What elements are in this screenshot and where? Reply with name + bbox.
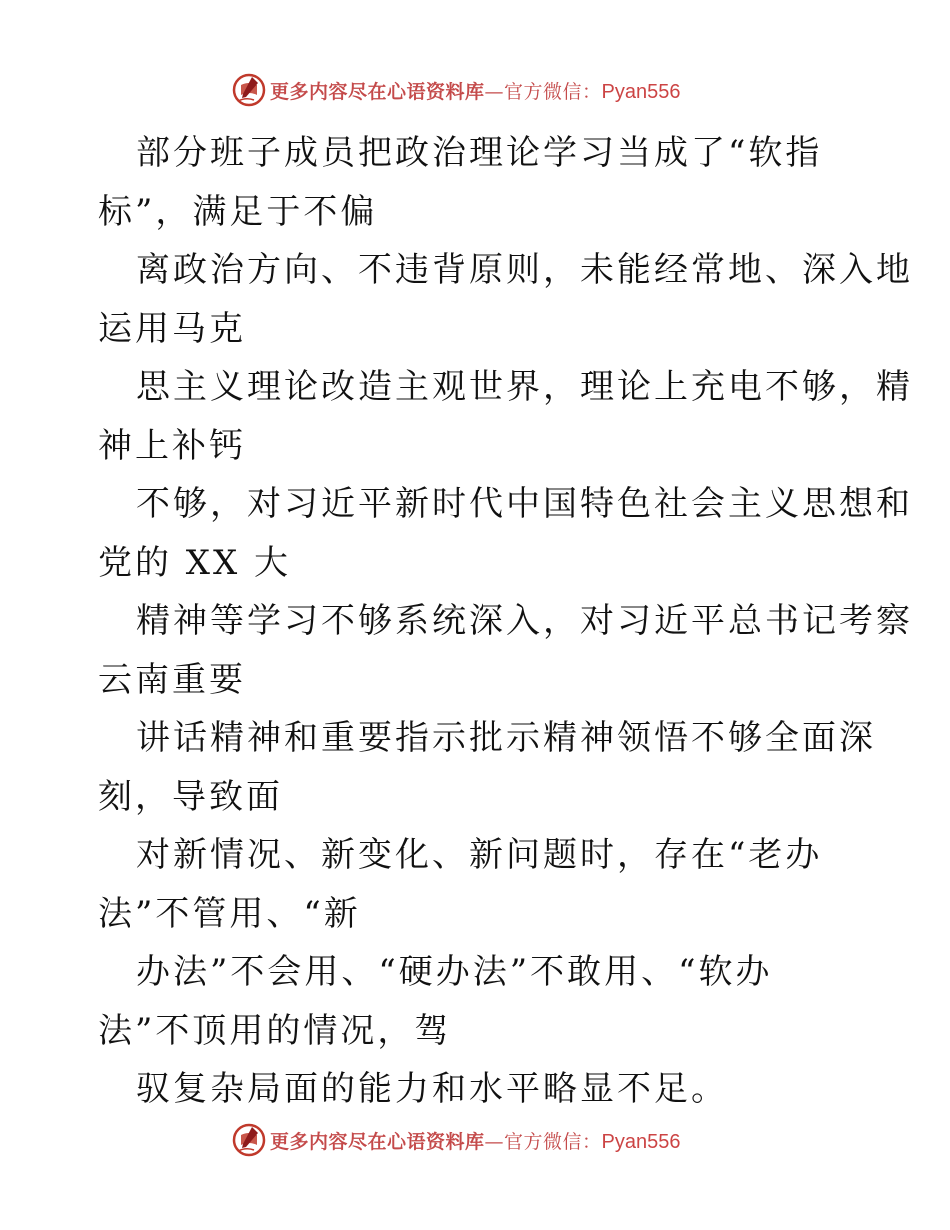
footer-banner bbox=[232, 1120, 681, 1160]
banner-wechat-id: Pyan556 bbox=[601, 80, 681, 103]
paragraph-line: 离政治方向、不违背原则，未能经常地、深入地 bbox=[136, 250, 913, 290]
paragraph-line: 法”不顶用的情况，驾 bbox=[98, 1010, 452, 1051]
banner-wechat-id: Pyan556 bbox=[601, 1130, 681, 1153]
paragraph-line: 思主义理论改造主观世界，理论上充电不够，精 bbox=[136, 367, 913, 407]
banner-dash: — bbox=[484, 1130, 505, 1153]
header-banner bbox=[232, 70, 681, 110]
banner-title: 更多内容尽在心语资料库 bbox=[270, 1130, 485, 1153]
book-pen-logo-icon bbox=[232, 1123, 266, 1157]
paragraph-line: 党的 XX 大 bbox=[98, 542, 292, 583]
book-pen-logo-icon bbox=[232, 73, 266, 107]
paragraph-line: 办法”不会用、“硬办法”不敢用、“软办 bbox=[136, 952, 773, 992]
paragraph-line: 标”，满足于不偏 bbox=[98, 191, 378, 232]
paragraph-line: 驭复杂局面的能力和水平略显不足。 bbox=[136, 1069, 728, 1109]
paragraph-line: 对新情况、新变化、新问题时，存在“老办 bbox=[136, 835, 823, 875]
paragraph-line: 云南重要 bbox=[98, 659, 246, 700]
banner-wechat-label: 官方微信： bbox=[504, 80, 602, 103]
banner-dash: — bbox=[484, 80, 505, 103]
banner-wechat-label: 官方微信： bbox=[504, 1130, 602, 1153]
paragraph-line: 运用马克 bbox=[98, 308, 246, 349]
paragraph-line: 法”不管用、“新 bbox=[98, 893, 361, 934]
paragraph-line: 部分班子成员把政治理论学习当成了“软指 bbox=[136, 133, 823, 173]
paragraph-line: 刻，导致面 bbox=[98, 776, 283, 817]
paragraph-line: 讲话精神和重要指示批示精神领悟不够全面深 bbox=[136, 718, 876, 758]
banner-title: 更多内容尽在心语资料库 bbox=[270, 80, 485, 103]
document-body bbox=[98, 124, 913, 1119]
paragraph-line: 精神等学习不够系统深入，对习近平总书记考察 bbox=[136, 601, 913, 641]
paragraph-line: 不够，对习近平新时代中国特色社会主义思想和 bbox=[136, 484, 913, 524]
paragraph-line: 神上补钙 bbox=[98, 425, 246, 466]
